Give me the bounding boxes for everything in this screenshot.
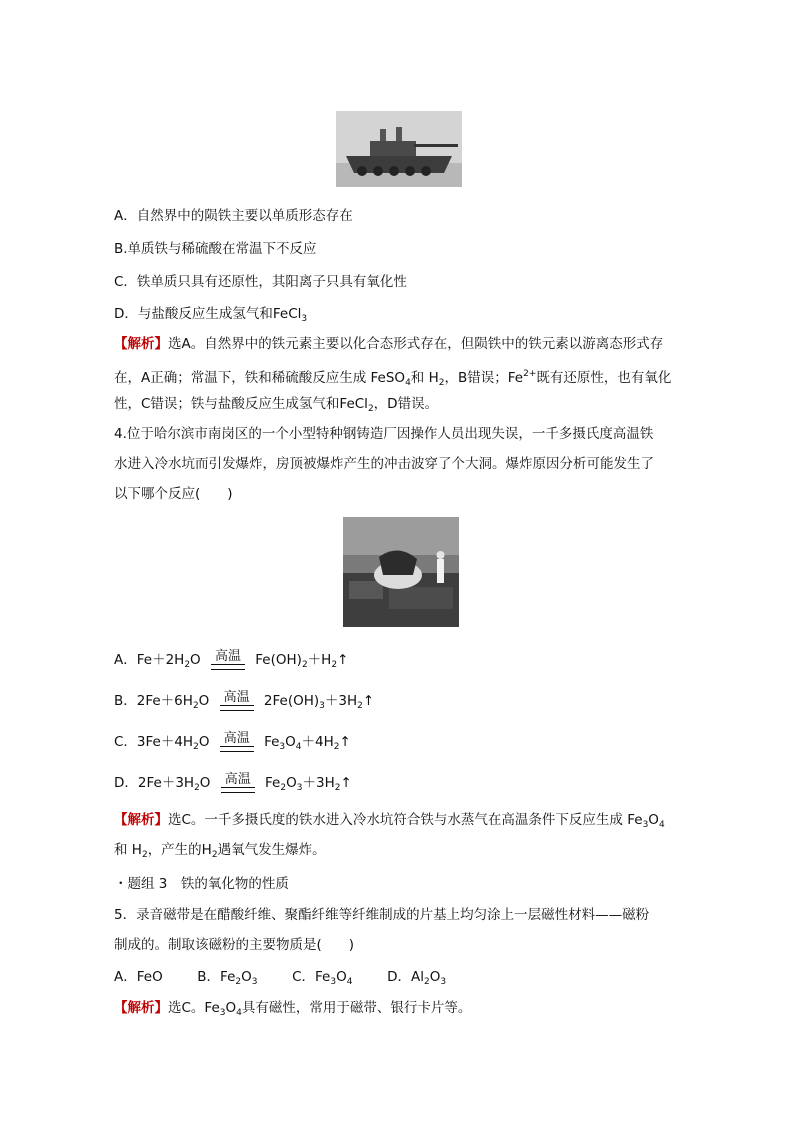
- q5-analysis: 【解析】选C。$Fe_3O_4$具有磁性，常用于磁带、银行卡片等。: [114, 1000, 472, 1018]
- analysis-tag: 【解析】: [114, 812, 168, 828]
- q5-option-b: B．$Fe_2O_3$: [197, 969, 258, 987]
- reaction-arrow: 高温: [220, 732, 254, 752]
- analysis-tag: 【解析】: [114, 336, 168, 352]
- q4-option-d: D．$2Fe+3H_2O$ 高温 $Fe_2O_3+3H_2↑$: [114, 772, 352, 793]
- q4-option-c: C．$3Fe+4H_2O$ 高温 $Fe_3O_4+4H_2↑$: [114, 731, 351, 752]
- option-b: B.单质铁与稀硫酸在常温下不反应: [114, 241, 317, 257]
- reaction-arrow: 高温: [211, 650, 245, 670]
- option-c: C．铁单质只具有还原性，其阳离子只具有氧化性: [114, 274, 407, 290]
- analysis-tag: 【解析】: [114, 1000, 168, 1016]
- q5-option-c: C．$Fe_3O_4$: [292, 969, 353, 987]
- q4-stem-line-1: 4.位于哈尔滨市南岗区的一个小型特种钢铸造厂因操作人员出现失误，一千多摄氏度高温铁: [114, 426, 654, 442]
- q5-stem-line-1: 5．录音磁带是在醋酸纤维、聚酯纤维等纤维制成的片基上均匀涂上一层磁性材料——磁粉: [114, 907, 650, 923]
- group-heading: ・题组 3 铁的氧化物的性质: [114, 876, 289, 892]
- tank-photo: [336, 111, 462, 187]
- q4-option-a: A．$Fe+2H_2O$ 高温 $Fe(OH)_2+H_2↑$: [114, 649, 349, 670]
- reaction-arrow: 高温: [220, 691, 254, 711]
- q3-analysis-line-1: 【解析】选A。自然界中的铁元素主要以化合态形式存在，但陨铁中的铁元素以游离态形式存: [114, 336, 664, 352]
- q5-option-a: A．FeO: [114, 969, 163, 985]
- option-a: A．自然界中的陨铁主要以单质形态存在: [114, 208, 353, 224]
- q4-stem-line-2: 水进入冷水坑而引发爆炸，房顶被爆炸产生的冲击波穿了个大洞。爆炸原因分析可能发生了: [114, 456, 654, 472]
- q5-stem-line-2: 制成的。制取该磁粉的主要物质是( ): [114, 937, 355, 953]
- option-d: D．与盐酸反应生成氢气和FeCl$_3$: [114, 306, 308, 324]
- q4-stem-line-3: 以下哪个反应( ): [114, 486, 233, 502]
- q4-analysis-line-2: 和 $H_2$，产生的$H_2$遇氧气发生爆炸。: [114, 842, 326, 860]
- foundry-photo: [343, 517, 459, 627]
- q4-analysis-line-1: 【解析】选C。一千多摄氏度的铁水进入冷水坑符合铁与水蒸气在高温条件下反应生成 $Fe_3O_4$: [114, 812, 665, 830]
- reaction-arrow: 高温: [221, 773, 255, 793]
- q5-option-d: D．$Al_2O_3$: [387, 969, 447, 987]
- q5-options: [114, 967, 446, 992]
- q4-option-b: B．$2Fe+6H_2O$ 高温 $2Fe(OH)_3+3H_2↑$: [114, 690, 375, 711]
- q3-analysis-line-3: 性，C错误；铁与盐酸反应生成氢气和FeCl$_2$，D错误。: [114, 396, 439, 414]
- q3-analysis-line-2: 在，A正确；常温下，铁和稀硫酸反应生成 FeSO$_4$和 $H_2$，B错误；$Fe^{2+}$既有还原性，也有氧化: [114, 369, 672, 388]
